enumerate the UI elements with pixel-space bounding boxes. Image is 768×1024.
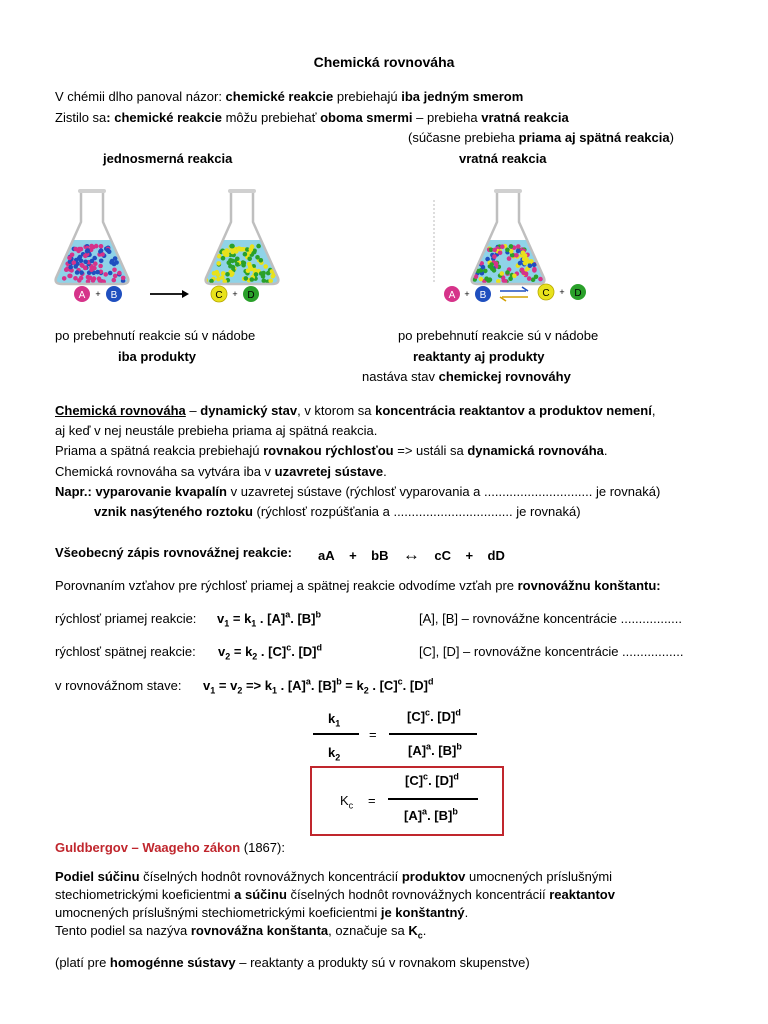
flask-products — [190, 189, 290, 290]
particle — [507, 256, 512, 261]
text: ) — [669, 130, 674, 145]
particle — [121, 276, 126, 281]
reverse-rate-note: [C], [D] – rovnovážne koncentrácie ................. — [419, 644, 684, 659]
text: chemické reakcie — [225, 89, 334, 104]
particle — [68, 274, 73, 279]
particle — [514, 253, 519, 258]
svg-text:C: C — [215, 290, 223, 301]
particle — [209, 279, 214, 284]
particle — [225, 272, 230, 277]
particle — [108, 271, 113, 276]
term: bB — [371, 548, 389, 563]
intro-line-2 — [55, 110, 569, 126]
particle — [113, 256, 118, 261]
particle — [117, 271, 122, 276]
particle — [521, 250, 526, 255]
term: aA — [318, 548, 335, 563]
particle — [99, 248, 104, 253]
right-caption-3 — [362, 369, 571, 385]
svg-text:D: D — [574, 288, 582, 299]
particle — [534, 275, 539, 280]
svg-text:D: D — [247, 290, 255, 301]
definition-line-4 — [55, 464, 387, 480]
text: priama aj spätná reakcia — [518, 130, 670, 145]
text: uzavretej sústave — [274, 464, 384, 479]
particle — [510, 253, 515, 258]
term: + — [465, 548, 474, 563]
text: , v ktorom sa — [297, 403, 376, 418]
flask-equilibrium — [456, 189, 556, 290]
plus-sign: + — [464, 289, 470, 299]
term: cC — [434, 548, 451, 563]
fraction-bar — [389, 733, 477, 735]
particle — [247, 257, 252, 262]
text: dynamická rovnováha — [467, 443, 604, 458]
kc-denominator: $[A]^a$. $[B]^b$ — [404, 806, 458, 823]
intro-line-1 — [55, 89, 523, 105]
species-c-circle — [211, 286, 227, 302]
particle — [230, 244, 235, 249]
text: v uzavretej sústave (rýchlosť vyparovania a .............................. je rovnaká) — [226, 484, 661, 499]
particle — [95, 270, 100, 275]
general-equation — [318, 545, 505, 565]
particle — [78, 255, 83, 260]
text: (rýchlosť rozpúšťania a ................................. je rovnaká) — [252, 504, 581, 519]
particle — [228, 264, 233, 269]
particle — [99, 259, 104, 264]
particle — [481, 265, 486, 270]
text: vratná reakcia — [481, 110, 569, 125]
text: : — [106, 110, 115, 125]
svg-text:B: B — [479, 290, 487, 301]
particle — [68, 260, 73, 265]
particle — [268, 279, 273, 284]
particle — [98, 278, 103, 283]
term: + — [349, 548, 357, 563]
double-arrow-icon: ↔ — [402, 545, 420, 564]
law-heading — [55, 840, 285, 856]
particle — [85, 249, 90, 254]
law-paragraph-1: Podiel súčinu číselných hodnôt rovnovážnych koncentrácií produktov umocnených príslušnými — [55, 869, 613, 884]
text: rovnovážnu konštantu: — [517, 578, 661, 593]
particle — [498, 251, 503, 256]
equals-sign: = — [369, 727, 377, 742]
particle — [70, 253, 75, 258]
particle — [254, 272, 259, 277]
species-d-circle — [243, 286, 259, 302]
reverse-rate-equation: $v_2 = k_2$ . $[C]^c$. $[D]^d$ — [218, 642, 322, 662]
particle — [248, 265, 253, 270]
definition-line-3 — [55, 443, 608, 459]
k1-numerator: $k_1$ — [328, 711, 341, 729]
text: – — [185, 403, 201, 418]
particle — [237, 246, 242, 251]
particle — [216, 261, 221, 266]
particle — [527, 276, 532, 281]
particle — [83, 266, 88, 271]
particle — [479, 277, 484, 282]
particle — [86, 275, 91, 280]
particle — [500, 271, 505, 276]
definition-line-6 — [94, 504, 581, 520]
text: koncentrácia reaktantov a produktov nemení — [375, 403, 652, 418]
text: vyparovanie kvapalín — [95, 484, 227, 499]
label-one-way-reaction: jednosmerná reakcia — [103, 151, 233, 166]
particle — [259, 271, 264, 276]
particle — [94, 244, 99, 249]
particle — [232, 248, 237, 253]
particle — [524, 272, 529, 277]
particle — [113, 274, 118, 279]
particle — [91, 278, 96, 283]
text: prebiehajú — [333, 89, 402, 104]
fraction-bar — [313, 733, 359, 735]
svg-text:A: A — [448, 290, 456, 301]
general-equation-label: Všeobecný zápis rovnovážnej reakcie: — [55, 545, 292, 560]
reverse-rate-label: rýchlosť spätnej reakcie: — [55, 644, 196, 659]
left-caption-2: iba produkty — [118, 349, 197, 364]
law-paragraph-3: umocnených príslušnými stechiometrickými koeficientmi je konštantný. — [55, 905, 469, 920]
particle — [243, 252, 248, 257]
text: Porovnaním vzťahov pre rýchlosť priamej a spätnej reakcie odvodíme vzťah pre — [55, 578, 518, 593]
particle — [83, 254, 88, 259]
law-year: (1867): — [240, 840, 285, 855]
particle — [79, 270, 84, 275]
particle — [509, 244, 514, 249]
page-title: Chemická rovnováha — [313, 54, 455, 70]
k2-denominator: $k_2$ — [328, 745, 341, 763]
forward-rate-label: rýchlosť priamej reakcie: — [55, 611, 197, 626]
particle — [230, 271, 235, 276]
particle — [505, 270, 510, 275]
plus-sign: + — [559, 287, 565, 297]
particle — [520, 268, 525, 273]
particle — [112, 268, 117, 273]
particle — [221, 256, 226, 261]
particle — [516, 244, 521, 249]
particle — [244, 276, 249, 281]
particle — [489, 262, 494, 267]
fraction-bar — [388, 798, 478, 800]
particle — [259, 258, 264, 263]
particle — [79, 276, 84, 281]
particle — [271, 274, 276, 279]
species-c-circle — [538, 284, 554, 300]
definition-line-1 — [55, 403, 655, 419]
particle — [225, 248, 230, 253]
particle — [528, 263, 533, 268]
particle — [62, 276, 67, 281]
right-caption-1: po prebehnutí reakcie sú v nádobe — [398, 328, 599, 343]
text: vznik nasýteného roztoku — [94, 504, 253, 519]
particle — [505, 248, 510, 253]
equilibrium-state-label: v rovnovážnom stave: — [55, 678, 182, 693]
text: dynamický stav — [200, 403, 298, 418]
particle — [68, 265, 73, 270]
text: môžu prebiehať — [221, 110, 321, 125]
species-d-circle — [570, 284, 586, 300]
text: oboma smermi — [320, 110, 413, 125]
equilibrium-arrows-icon — [500, 287, 528, 301]
particle — [99, 244, 104, 249]
particle — [262, 279, 267, 284]
particle — [490, 266, 495, 271]
label-reversible-reaction: vratná reakcia — [459, 151, 547, 166]
text: Chemická rovnováha — [55, 403, 186, 418]
particle — [538, 277, 543, 282]
equilibrium-state-equation: $v_1 = v_2 => k_1$ . $[A]^a$. $[B]^b = k_2$ . $[C]^c$. $[D]^d$ — [203, 676, 434, 696]
particle — [107, 249, 112, 254]
particle — [512, 274, 517, 279]
particle — [242, 261, 247, 266]
reaction-illustration — [0, 180, 768, 310]
text: . — [603, 443, 608, 458]
text: , — [651, 403, 656, 418]
particle — [216, 277, 221, 282]
text: Napr.: — [55, 484, 96, 499]
particle — [221, 271, 226, 276]
particle — [492, 248, 497, 253]
text: Zistilo sa — [55, 110, 107, 125]
particle — [112, 278, 117, 283]
species-a-circle — [444, 286, 460, 302]
text: nastáva stav — [362, 369, 439, 384]
forward-rate-note: [A], [B] – rovnovážne koncentrácie ................. — [419, 611, 683, 626]
particle — [216, 273, 221, 278]
kc-numerator: $[C]^c$. $[D]^d$ — [405, 771, 459, 788]
particle — [92, 256, 97, 261]
particle — [89, 268, 94, 273]
definition-line-5 — [55, 484, 660, 500]
text: chemické reakcie — [114, 110, 222, 125]
species-a-circle — [74, 286, 90, 302]
particle — [73, 264, 78, 269]
particle — [263, 264, 268, 269]
particle — [500, 244, 505, 249]
right-caption-2: reaktanty aj produkty — [413, 349, 545, 364]
particle — [492, 254, 497, 259]
particle — [79, 247, 84, 252]
particle — [73, 276, 78, 281]
particle — [220, 275, 225, 280]
concentration-numerator: $[C]^c$. $[D]^d$ — [407, 707, 461, 724]
text: rovnakou rýchlosťou — [263, 443, 394, 458]
law-name: Guldbergov – Waageho zákon — [55, 840, 241, 855]
particle — [235, 262, 240, 267]
svg-text:B: B — [110, 290, 118, 301]
plus-sign: + — [95, 289, 101, 299]
one-way-arrow-icon — [150, 290, 189, 298]
text: – prebieha — [412, 110, 482, 125]
text: V chémii dlho panoval názor: — [55, 89, 226, 104]
law-paragraph-2: stechiometrickými koeficientmi a súčinu číselných hodnôt rovnovážnych koncentrácií reaktantov — [55, 887, 615, 902]
particle — [235, 257, 240, 262]
particle — [79, 263, 84, 268]
concentration-denominator: $[A]^a$. $[B]^b$ — [408, 741, 462, 758]
left-caption-1: po prebehnutí reakcie sú v nádobe — [55, 328, 256, 343]
text: chemickej rovnováhy — [438, 369, 571, 384]
particle — [98, 264, 103, 269]
particle — [256, 244, 261, 249]
particle — [516, 249, 521, 254]
particle — [114, 260, 119, 265]
particle — [522, 257, 527, 262]
kc-symbol: $K_c$ — [340, 793, 354, 811]
particle — [484, 276, 489, 281]
text: (súčasne prebieha — [408, 130, 519, 145]
law-paragraph-4: Tento podiel sa nazýva rovnovážna konštanta, označuje sa $K_c$. — [55, 923, 427, 941]
derivation-text — [55, 578, 661, 594]
text: Priama a spätná reakcia prebiehajú — [55, 443, 264, 458]
flask-reactants — [40, 189, 140, 290]
text: Chemická rovnováha sa vytvára iba v — [55, 464, 275, 479]
forward-rate-equation: $v_1 = k_1$ . $[A]^a$. $[B]^b$ — [217, 609, 321, 629]
law-paragraph-5: (platí pre homogénne sústavy – reaktanty a produkty sú v rovnakom skupenstve) — [55, 955, 530, 970]
term: dD — [487, 548, 505, 563]
species-b-circle — [475, 286, 491, 302]
svg-text:A: A — [78, 290, 86, 301]
intro-line-3 — [408, 130, 674, 146]
plus-sign: + — [232, 289, 238, 299]
definition-line-2: aj keď v nej neustále prebieha priama aj spätná reakcia. — [55, 423, 378, 438]
text: . — [383, 464, 387, 479]
text: iba jedným smerom — [401, 89, 524, 104]
particle — [75, 270, 80, 275]
particle — [103, 272, 108, 277]
species-b-circle — [106, 286, 122, 302]
particle — [228, 258, 233, 263]
particle — [532, 267, 537, 272]
particle — [249, 247, 254, 252]
particle — [250, 277, 255, 282]
equals-sign: = — [368, 793, 376, 808]
particle — [532, 263, 537, 268]
text: => ustáli sa — [393, 443, 468, 458]
particle — [89, 244, 94, 249]
particle — [83, 260, 88, 265]
svg-text:C: C — [542, 288, 550, 299]
